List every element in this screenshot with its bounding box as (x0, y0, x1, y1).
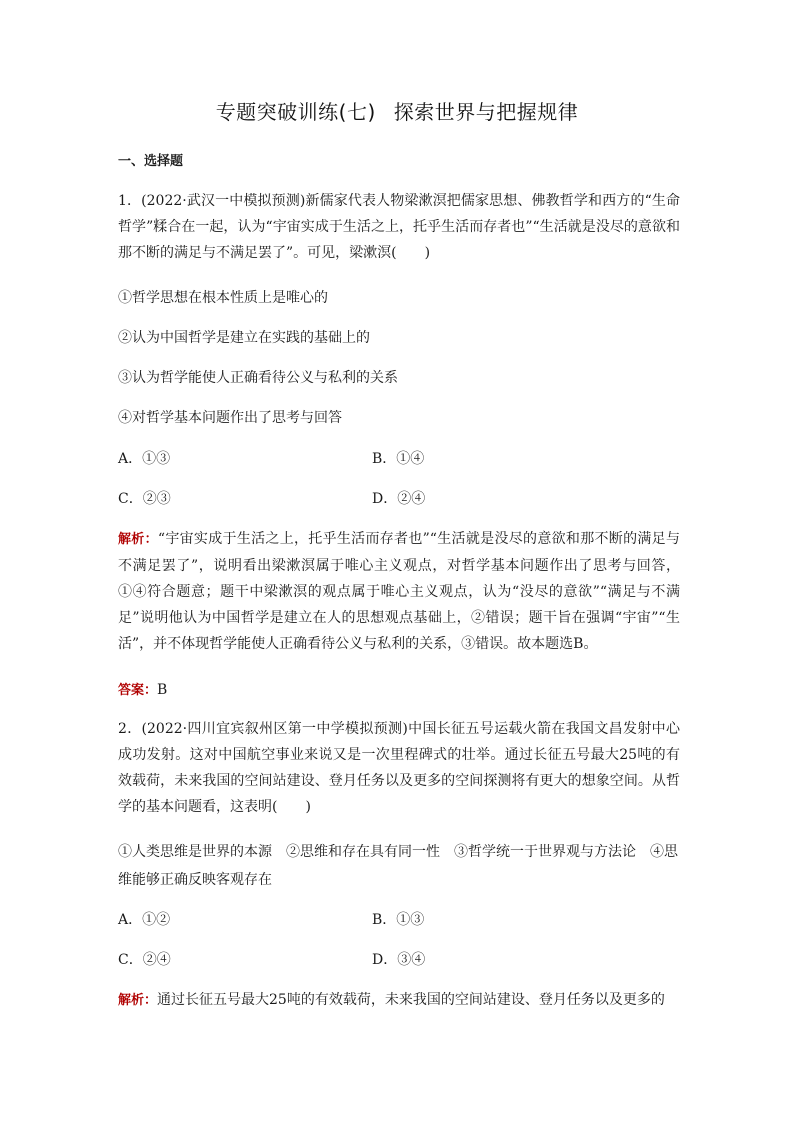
q1-option-b: B．①④ (372, 451, 425, 467)
q2-analysis-label: 解析： (118, 993, 158, 1008)
q1-option-c: C．②③ (118, 491, 171, 507)
q2-option-d: D．③④ (372, 952, 426, 968)
q1-option-a: A．①③ (118, 451, 171, 467)
q2-option-b: B．①③ (372, 912, 425, 928)
q2-option-a: A．①② (118, 912, 171, 928)
q1-analysis-text: “宇宙实成于生活之上，托乎生活而存者也”“生活就是没尽的意欲和那不断的满足与不满足罢了”，说明看出梁漱溟属于唯心主义观点，对哲学基本问题作出了思考与回答，①④符合题意；题干中梁漱溟的观点属于唯心主义观点，认为“没尽的意欲”“满足与不满足”说明他认为中国哲学是建立在人的思想观点基础上，②错误；题干旨在强调“宇宙”“生活”，并不体现哲学能使人正确看待公义与私利的关系，③错误。故本题选B。 (118, 531, 680, 652)
q1-answer-value: B (157, 682, 168, 698)
q1-analysis (118, 526, 680, 657)
q2-items-line-2: 维能够正确反映客观存在 (118, 872, 272, 888)
q1-item-2: ②认为中国哲学是建立在实践的基础上的 (118, 330, 370, 346)
q1-option-d: D．②④ (372, 491, 426, 507)
section-heading: 一、选择题 (118, 154, 184, 169)
q1-item-4: ④对哲学基本问题作出了思考与回答 (118, 410, 342, 426)
question-1-stem: 1．(2022·武汉一中模拟预测)新儒家代表人物梁漱溟把儒家思想、佛教哲学和西方的“生命哲学”糅合在一起，认为“宇宙实成于生活之上，托乎生活而存者也”“生活就是没尽的意欲和那不断的满足与不满足罢了”。可见，梁漱溟( ) (118, 193, 680, 261)
title-part-2: 探索世界与把握规律 (393, 100, 579, 124)
q1-answer-label: 答案： (118, 683, 158, 698)
q1-analysis-label: 解析： (118, 532, 158, 547)
q2-analysis-text: 通过长征五号最大25吨的有效载荷，未来我国的空间站建设、登月任务以及更多的 (157, 992, 665, 1008)
page-title (0, 96, 794, 125)
q1-item-1: ①哲学思想在根本性质上是唯心的 (118, 290, 328, 306)
q2-analysis (118, 990, 665, 1011)
q1-answer (118, 680, 167, 701)
question-2-stem: 2．(2022·四川宜宾叙州区第一中学模拟预测)中国长征五号运载火箭在我国文昌发射中心成功发射。这对中国航空事业来说又是一次里程碑式的壮举。通过长征五号最大25吨的有效载荷，未来我国的空间站建设、登月任务以及更多的空间探测将有更大的想象空间。从哲学的基本问题看，这表明( ) (118, 721, 680, 815)
q1-item-3: ③认为哲学能使人正确看待公义与私利的关系 (118, 370, 398, 386)
q2-option-c: C．②④ (118, 952, 171, 968)
title-part-1: 专题突破训练(七) (215, 100, 376, 124)
q2-items-line-1: ①人类思维是世界的本源 ②思维和存在具有同一性 ③哲学统一于世界观与方法论 ④思 (118, 844, 678, 860)
